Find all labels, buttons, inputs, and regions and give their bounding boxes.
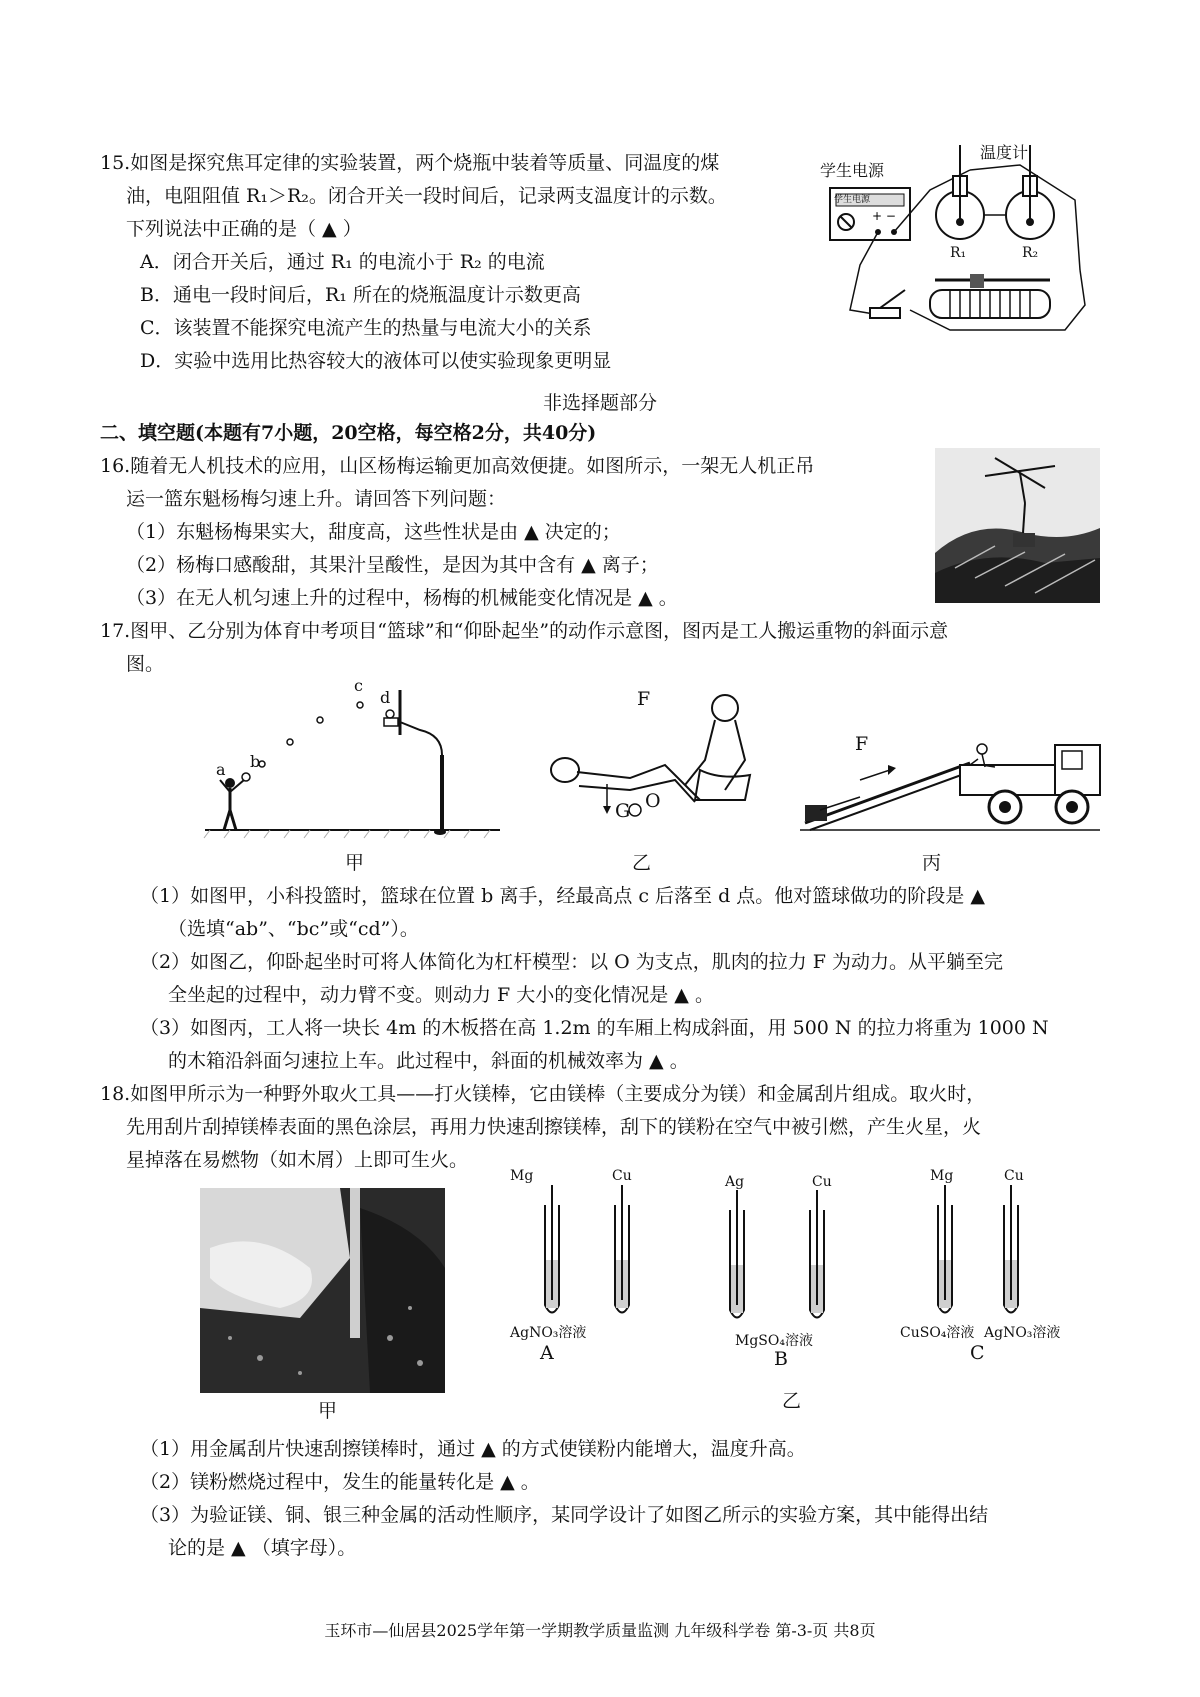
tube-c-solution-2: AgNO₃溶液: [984, 1325, 1061, 1341]
tube-a-solution: AgNO₃溶液: [510, 1325, 587, 1341]
q16-item-1: （1）东魁杨梅果实大，甜度高，这些性状是由 ▲ 决定的；: [126, 521, 621, 543]
gravity-g-label: G: [615, 800, 631, 822]
force-f-label-incline: F: [855, 733, 869, 755]
resistor-r2-label: R₂: [1022, 245, 1039, 261]
q16-item-3: （3）在无人机匀速上升的过程中，杨梅的机械能变化情况是 ▲ 。: [126, 587, 678, 609]
point-b-label: b: [250, 752, 261, 771]
tube-c-right-metal: Cu: [1004, 1168, 1024, 1184]
q16-item-2: （2）杨梅口感酸甜，其果汁呈酸性，是因为其中含有 ▲ 离子；: [126, 554, 659, 576]
joule-apparatus-figure: [820, 140, 1100, 355]
q17-item-2-line-1: （2）如图乙，仰卧起坐时可将人体简化为杠杆模型：以 O 为支点，肌肉的拉力 F 为动力。从平躺至完: [140, 951, 1004, 973]
q15-stem-line-2: 油，电阻阻值 R₁＞R₂。闭合开关一段时间后，记录两支温度计的示数。: [126, 185, 727, 207]
q15-option-c: C．该装置不能探究电流产生的热量与电流大小的关系: [140, 317, 592, 339]
q15-option-b: B．通电一段时间后，R₁ 所在的烧瓶温度计示数更高: [140, 284, 581, 306]
group-b-label: B: [774, 1348, 788, 1370]
tube-a-right-metal: Cu: [612, 1168, 632, 1184]
pivot-o-label: O: [645, 790, 661, 812]
q15-stem-line-1: 15.如图是探究焦耳定律的实验装置，两个烧瓶中装着等质量、同温度的煤: [100, 152, 720, 174]
q15-stem-line-3: 下列说法中正确的是（ ▲ ）: [126, 218, 362, 240]
q17-item-2-line-2: 全坐起的过程中，动力臂不变。则动力 F 大小的变化情况是 ▲ 。: [168, 984, 714, 1006]
point-c-label: c: [354, 676, 363, 695]
firestarter-photo: [200, 1188, 445, 1393]
caption-bing-q17: 丙: [922, 852, 942, 874]
q18-item-3-line-2: 论的是 ▲ （填字母）。: [168, 1537, 357, 1559]
q15-option-d: D．实验中选用比热容较大的液体可以使实验现象更明显: [140, 350, 612, 372]
group-a-label: A: [540, 1342, 554, 1364]
caption-yi-q17: 乙: [632, 852, 652, 874]
q17-item-1-line-2: （选填“ab”、“bc”或“cd”）。: [168, 918, 419, 940]
section-title: 非选择题部分: [542, 392, 657, 414]
caption-jia-q18: 甲: [318, 1400, 338, 1422]
q17-item-3-line-1: （3）如图丙，工人将一块长 4m 的木板搭在高 1.2m 的车厢上构成斜面，用 500 N 的拉力将重为 1000 N: [140, 1017, 1049, 1039]
situp-figure: [535, 690, 765, 830]
power-supply-label: 学生电源: [820, 161, 885, 180]
section-subtitle: 二、填空题(本题有7小题，20空格，每空格2分，共40分): [100, 422, 597, 444]
resistor-r1-label: R₁: [950, 245, 967, 261]
tube-c-left-metal: Mg: [930, 1168, 954, 1184]
q18-item-3-line-1: （3）为验证镁、铜、银三种金属的活动性顺序，某同学设计了如图乙所示的实验方案，其中能得出结: [140, 1504, 989, 1526]
q15-option-a: A．闭合开关后，通过 R₁ 的电流小于 R₂ 的电流: [140, 251, 545, 273]
q18-item-1: （1）用金属刮片快速刮擦镁棒时，通过 ▲ 的方式使镁粉内能增大，温度升高。: [140, 1438, 806, 1460]
page-footer: 玉环市—仙居县2025学年第一学期教学质量监测 九年级科学卷 第-3-页 共8页: [324, 1621, 876, 1640]
power-panel-text: 学生电源: [834, 195, 871, 205]
tube-b-right-metal: Cu: [812, 1174, 832, 1190]
metal-activity-tubes-figure: [510, 1168, 1080, 1380]
q18-stem-line-3: 星掉落在易燃物（如木屑）上即可生火。: [126, 1149, 469, 1171]
q17-item-1-line-1: （1）如图甲，小科投篮时，篮球在位置 b 离手，经最高点 c 后落至 d 点。他对篮球做功的阶段是 ▲: [140, 885, 985, 907]
q17-stem-line-2: 图。: [126, 653, 165, 675]
q18-stem-line-1: 18.如图甲所示为一种野外取火工具——打火镁棒，它由镁棒（主要成分为镁）和金属刮片组成。取火时，: [100, 1083, 986, 1105]
caption-jia-q17: 甲: [345, 852, 365, 874]
q18-item-2: （2）镁粉燃烧过程中，发生的能量转化是 ▲ 。: [140, 1471, 540, 1493]
tube-b-left-metal: Ag: [725, 1174, 745, 1190]
point-a-label: a: [216, 760, 226, 779]
tube-c-solution-1: CuSO₄溶液: [900, 1325, 975, 1341]
svg-text:+ −: + −: [872, 209, 896, 223]
thermometer-label: 温度计: [980, 143, 1029, 162]
force-f-label-situp: F: [637, 688, 651, 710]
q17-item-3-line-2: 的木箱沿斜面匀速拉上车。此过程中，斜面的机械效率为 ▲ 。: [168, 1050, 689, 1072]
q16-stem-line-2: 运一篮东魁杨梅匀速上升。请回答下列问题：: [126, 488, 507, 510]
q17-stem-line-1: 17.图甲、乙分别为体育中考项目“篮球”和“仰卧起坐”的动作示意图，图丙是工人搬运重物的斜面示意: [100, 620, 949, 642]
incline-truck-figure: [800, 735, 1110, 845]
basketball-figure: [200, 676, 510, 860]
drone-photo: [935, 448, 1100, 603]
tube-a-left-metal: Mg: [510, 1168, 534, 1184]
caption-yi-q18: 乙: [782, 1390, 802, 1412]
group-c-label: C: [970, 1342, 985, 1364]
q16-stem-line-1: 16.随着无人机技术的应用，山区杨梅运输更加高效便捷。如图所示，一架无人机正吊: [100, 455, 815, 477]
point-d-label: d: [380, 688, 391, 707]
tube-b-solution: MgSO₄溶液: [735, 1333, 813, 1349]
q18-stem-line-2: 先用刮片刮掉镁棒表面的黑色涂层，再用力快速刮擦镁棒，刮下的镁粉在空气中被引燃，产生火星，火: [126, 1116, 982, 1138]
